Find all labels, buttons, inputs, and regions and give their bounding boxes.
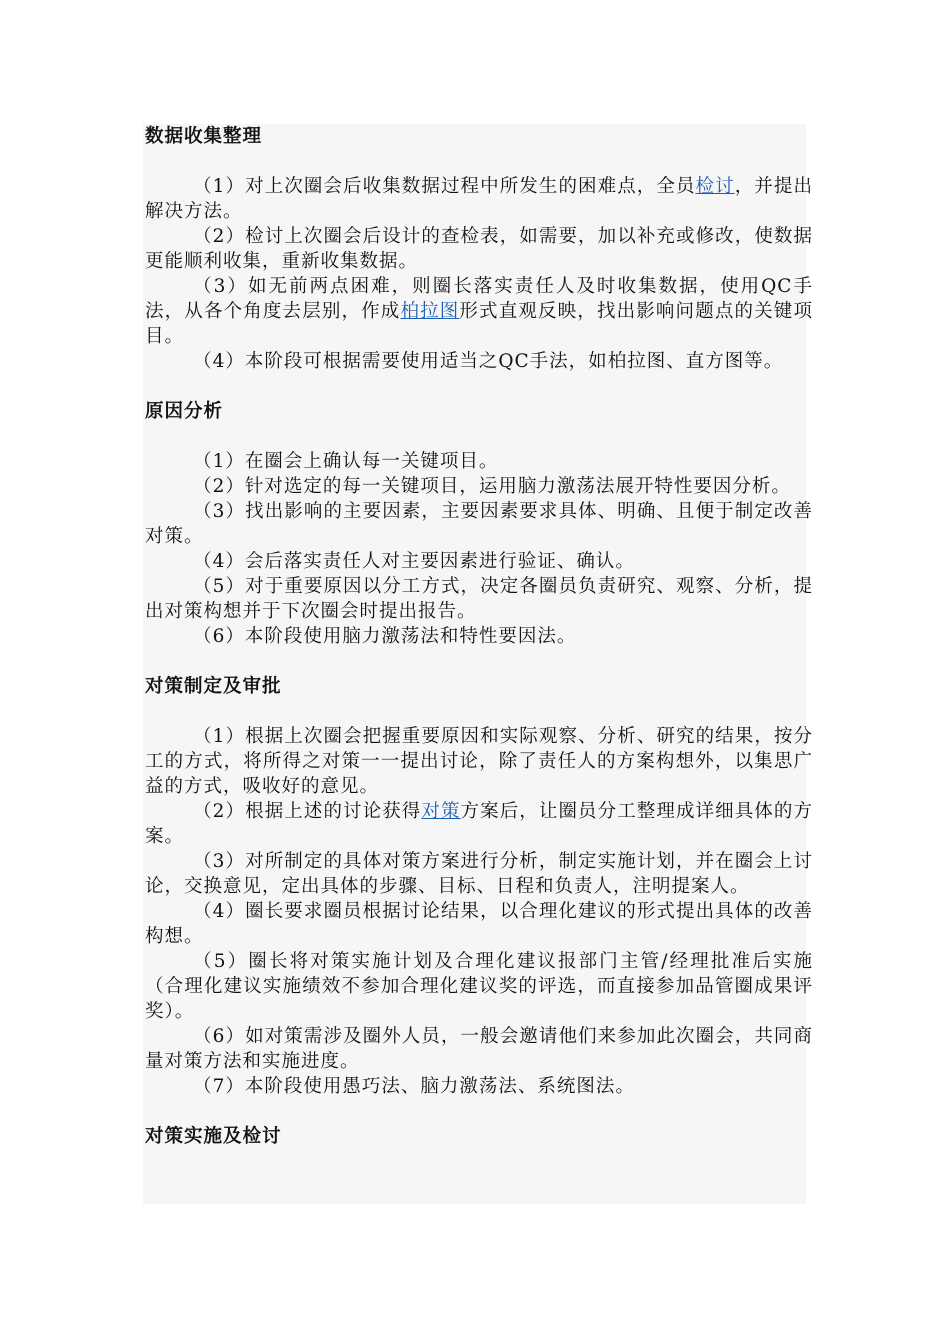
paragraph-text: （6）本阶段使用脑力激荡法和特性要因法。 <box>193 626 577 647</box>
paragraph-text: （1）在圈会上确认每一关键项目。 <box>193 451 499 472</box>
paragraph-text: （1）对上次圈会后收集数据过程中所发生的困难点，全员 <box>193 176 696 197</box>
paragraph <box>145 474 813 499</box>
link-jiantao[interactable]: 检讨 <box>695 176 735 197</box>
paragraph <box>145 849 813 899</box>
paragraph <box>145 624 813 649</box>
section-heading-implementation-review: 对策实施及检讨 <box>145 1126 282 1147</box>
paragraph-text: （7）本阶段使用愚巧法、脑力激荡法、系统图法。 <box>193 1076 635 1097</box>
paragraph <box>145 499 813 549</box>
paragraph-text: （3）找出影响的主要因素，主要因素要求具体、明确、且便于制定改善对策。 <box>145 501 813 547</box>
paragraph-text: （3）对所制定的具体对策方案进行分析，制定实施计划，并在圈会上讨论，交换意见，定出具体的步骤、目标、日程和负责人，注明提案人。 <box>145 851 813 897</box>
paragraph-text: （6）如对策需涉及圈外人员，一般会邀请他们来参加此次圈会，共同商量对策方法和实施进度。 <box>145 1026 813 1072</box>
link-pareto-chart[interactable]: 柏拉图 <box>400 301 460 322</box>
paragraph <box>145 724 813 799</box>
section-heading-data-collection: 数据收集整理 <box>145 126 263 147</box>
link-countermeasure[interactable]: 对策 <box>421 801 461 822</box>
paragraph <box>145 174 813 224</box>
paragraph <box>145 799 813 849</box>
section-heading-cause-analysis: 原因分析 <box>145 401 224 422</box>
paragraph-text: （5）对于重要原因以分工方式，决定各圈员负责研究、观察、分析，提出对策构想并于下次圈会时提出报告。 <box>145 576 813 622</box>
paragraph <box>145 224 813 274</box>
paragraph-text: （2）针对选定的每一关键项目，运用脑力激荡法展开特性要因分析。 <box>193 476 791 497</box>
paragraph-text: （5）圈长将对策实施计划及合理化建议报部门主管/经理批准后实施（合理化建议实施绩效不参加合理化建议奖的评选，而直接参加品管圈成果评奖）。 <box>145 951 813 1022</box>
paragraph <box>145 274 813 349</box>
paragraph-text: （4）本阶段可根据需要使用适当之QC手法，如柏拉图、直方图等。 <box>193 351 784 372</box>
paragraph <box>145 1024 813 1074</box>
paragraph <box>145 449 813 474</box>
paragraph-text: ，并提出解决方法。 <box>145 176 813 222</box>
paragraph-text: （2）检讨上次圈会后设计的查检表，如需要，加以补充或修改，使数据更能顺利收集，重新收集数据。 <box>145 226 813 272</box>
paragraph <box>145 349 813 374</box>
paragraph-text: （4）会后落实责任人对主要因素进行验证、确认。 <box>193 551 635 572</box>
section-heading-countermeasure-approval: 对策制定及审批 <box>145 676 282 697</box>
paragraph <box>145 549 813 574</box>
paragraph-text: （3）如无前两点困难，则圈长落实责任人及时收集数据，使用QC手法，从各个角度去层别，作成 <box>145 276 813 322</box>
paragraph-text: （1）根据上次圈会把握重要原因和实际观察、分析、研究的结果，按分工的方式，将所得之对策一一提出讨论，除了责任人的方案构想外，以集思广益的方式，吸收好的意见。 <box>145 726 813 797</box>
paragraph-text: 方案后，让圈员分工整理成详细具体的方案。 <box>145 801 813 847</box>
paragraph <box>145 1074 813 1099</box>
document-body <box>145 124 813 1149</box>
paragraph-text: （2）根据上述的讨论获得 <box>193 801 422 822</box>
paragraph <box>145 899 813 949</box>
paragraph <box>145 949 813 1024</box>
paragraph <box>145 574 813 624</box>
paragraph-text: （4）圈长要求圈员根据讨论结果，以合理化建议的形式提出具体的改善构想。 <box>145 901 813 947</box>
paragraph-text: 形式直观反映，找出影响问题点的关键项目。 <box>145 301 813 347</box>
